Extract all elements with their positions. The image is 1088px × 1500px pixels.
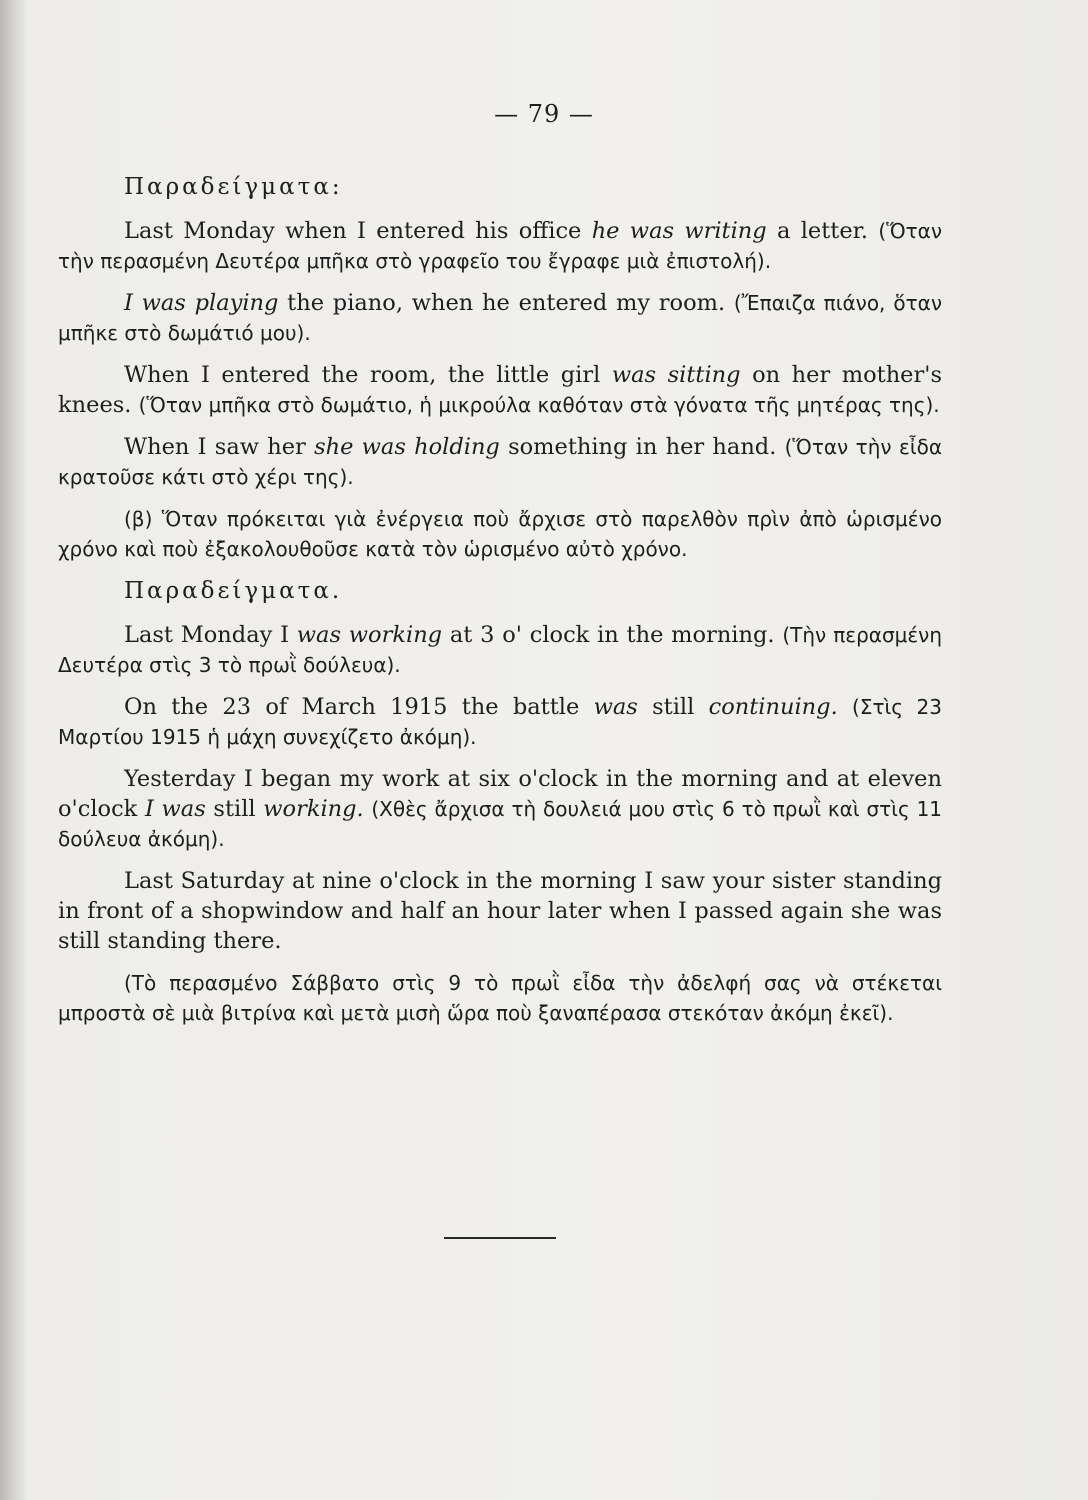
page-body: [58, 172, 942, 1040]
example-paragraph: Last Monday when I entered his office he was writing a letter. (Ὅταν τὴν περασμένη Δευτέρα μπῆκα στὸ γραφεῖο του ἔγραφε μιὰ ἐπιστολή).: [58, 218, 942, 273]
example-paragraph: On the 23 of March 1915 the battle was still continuing. (Στὶς 23 Μαρτίου 1915 ἡ μάχη συνεχίζετο ἀκόμη).: [58, 694, 942, 749]
example-paragraph-final: Last Saturday at nine o'clock in the morning I saw your sister standing in front of a shopwindow and half an hour later when I passed again she was still standing there.: [58, 868, 942, 954]
greek-translation: (Χθὲς ἄρχισα τὴ δουλειά μου στὶς 6 τὸ πρωῒ καὶ στὶς 11 δούλευα ἀκόμη).: [58, 797, 943, 851]
greek-translation: (Ὅταν τὴν εἶδα κρατοῦσε κάτι στὸ χέρι της).: [58, 435, 943, 489]
rule-note-b: (β) Ὅταν πρόκειται γιὰ ἐνέργεια ποὺ ἄρχισε στὸ παρελθὸν πρὶν ἀπὸ ὡρισμένο χρόνο καὶ ποὺ ἐξακολουθοῦσε κατὰ τὸν ὡρισμένο αὐτὸ χρόνο.: [58, 507, 942, 561]
greek-translation: (Ὅταν μπῆκα στὸ δωμάτιο, ἡ μικρούλα καθόταν στὰ γόνατα τῆς μητέρας της).: [138, 393, 940, 417]
section-divider-rule: [444, 1237, 556, 1239]
example-paragraph: When I saw her she was holding something in her hand. (Ὅταν τὴν εἶδα κρατοῦσε κάτι στὸ χέρι της).: [58, 434, 943, 489]
example-paragraph: Yesterday I began my work at six o'clock in the morning and at eleven o'clock I was still working. (Χθὲς ἄρχισα τὴ δουλειά μου στὶς 6 τὸ πρωῒ καὶ στὶς 11 δούλευα ἀκόμη).: [58, 766, 943, 851]
greek-translation: (Ἔπαιζα πιάνο, ὅταν μπῆκε στὸ δωμάτιό μου).: [58, 291, 943, 345]
greek-translation: (Ὅταν τὴν περασμένη Δευτέρα μπῆκα στὸ γραφεῖο του ἔγραφε μιὰ ἐπιστολή).: [58, 219, 942, 273]
section-heading-examples: Παραδείγματα:: [124, 174, 343, 200]
greek-translation: (Τὴν περασμένη Δευτέρα στὶς 3 τὸ πρωῒ δούλευα).: [58, 623, 943, 677]
example-paragraph: I was playing the piano, when he entered my room. (Ἔπαιζα πιάνο, ὅταν μπῆκε στὸ δωμάτιό μου).: [58, 290, 943, 345]
book-spine-shadow: [0, 0, 26, 1500]
page-number: — 79 —: [494, 100, 594, 128]
example-paragraph: Last Monday I was working at 3 o' clock in the morning. (Τὴν περασμένη Δευτέρα στὶς 3 τὸ πρωῒ δούλευα).: [58, 622, 943, 677]
greek-translation-final: (Τὸ περασμένο Σάββατο στὶς 9 τὸ πρωῒ εἶδα τὴν ἀδελφή σας νὰ στέκεται μπροστὰ σὲ μιὰ βιτρίνα καὶ μετὰ μισὴ ὥρα ποὺ ξαναπέρασα στεκόταν ἀκόμη ἐκεῖ).: [58, 971, 942, 1025]
section-heading-examples-2: Παραδείγματα.: [124, 578, 343, 604]
greek-translation: (Στὶς 23 Μαρτίου 1915 ἡ μάχη συνεχίζετο ἀκόμη).: [58, 695, 942, 749]
example-paragraph: When I entered the room, the little girl was sitting on her mother's knees. (Ὅταν μπῆκα στὸ δωμάτιο, ἡ μικρούλα καθόταν στὰ γόνατα τῆς μητέρας της).: [58, 362, 942, 418]
